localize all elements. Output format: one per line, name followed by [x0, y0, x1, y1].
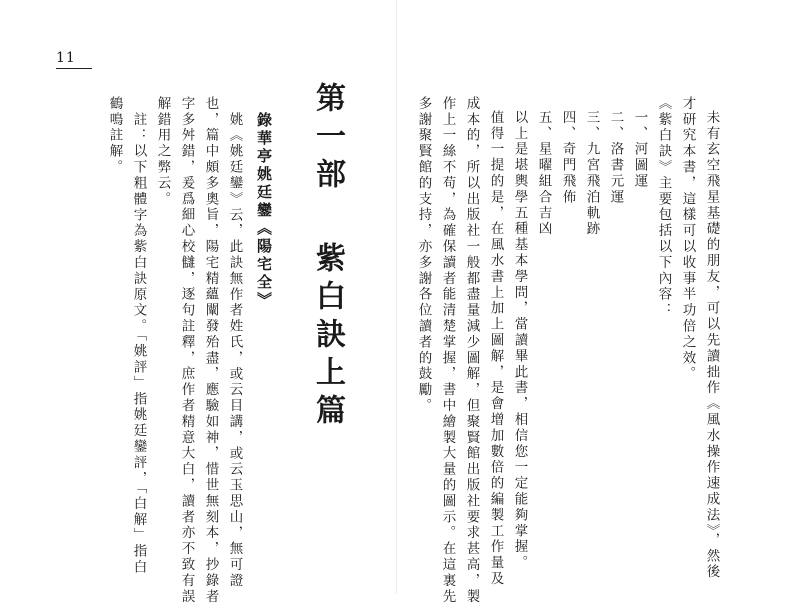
- left-text-line: 註：以下粗體字為紫白訣原文。「姚評」指姚廷鑾評，「白解」指白: [130, 112, 147, 576]
- right-text-line: 二、洛書元運: [607, 110, 624, 206]
- right-text-line: 四、奇門飛佈: [559, 110, 576, 206]
- page-number-rule: [56, 68, 92, 69]
- right-text-line: 一、河圖運: [631, 110, 648, 190]
- right-text-line: 成本的，所以出版社一般都盡量減少圖解，但聚賢館出版社要求甚高，製: [463, 96, 480, 605]
- left-text-line: 鶴鳴註解。: [106, 96, 123, 176]
- right-text-line: 作上一絲不苟，為確保讀者能清楚掌握，書中繪製大量的圖示。在這裏先: [439, 96, 456, 605]
- chapter-subtitle: 錄華亭姚廷鑾《陽宅全》: [255, 112, 273, 310]
- page-number: 11: [56, 50, 76, 66]
- chapter-part: 第一部: [310, 82, 345, 196]
- left-text-line: 字多舛錯，爰爲細心校讎，逐句註釋，庶作者精意大白，讀者亦不致有誤: [178, 96, 195, 605]
- chapter-name: 紫白訣上篇: [310, 242, 345, 432]
- right-text-line: 三、九宮飛泊軌跡: [583, 110, 600, 238]
- right-text-line: 才研究本書，這樣可以收事半功倍之效。: [679, 96, 696, 383]
- left-text-line: 也，篇中頗多奧旨，陽宅精蘊闡發殆盡，應驗如神，惜世無刻本，抄錄者: [202, 96, 219, 605]
- left-text-line: 解錯用之弊云。: [154, 96, 171, 208]
- chapter-title: [310, 82, 345, 432]
- left-text-line: 姚《姚廷鑾》云，此訣無作者姓氏，或云目講，或云玉思山，無可證: [226, 112, 243, 589]
- right-text-line: 以上是堪輿學五種基本學問，當讀畢此書，相信您一定能夠掌握。: [511, 110, 528, 572]
- right-text-line: 《紫白訣》主要包括以下內容：: [655, 96, 672, 319]
- right-text-line: 五、星曜組合吉凶: [535, 110, 552, 238]
- right-text-line: 多謝聚賢館的支持，亦多謝各位讀者的鼓勵。: [415, 96, 432, 414]
- right-text-line: 未有玄空飛星基礎的朋友，可以先讀拙作《風水操作速成法》，然後: [703, 110, 720, 581]
- right-text-line: 值得一提的是，在風水書上加上圖解，是會增加數倍的編製工作量及: [487, 110, 504, 587]
- page-spine: [396, 0, 397, 594]
